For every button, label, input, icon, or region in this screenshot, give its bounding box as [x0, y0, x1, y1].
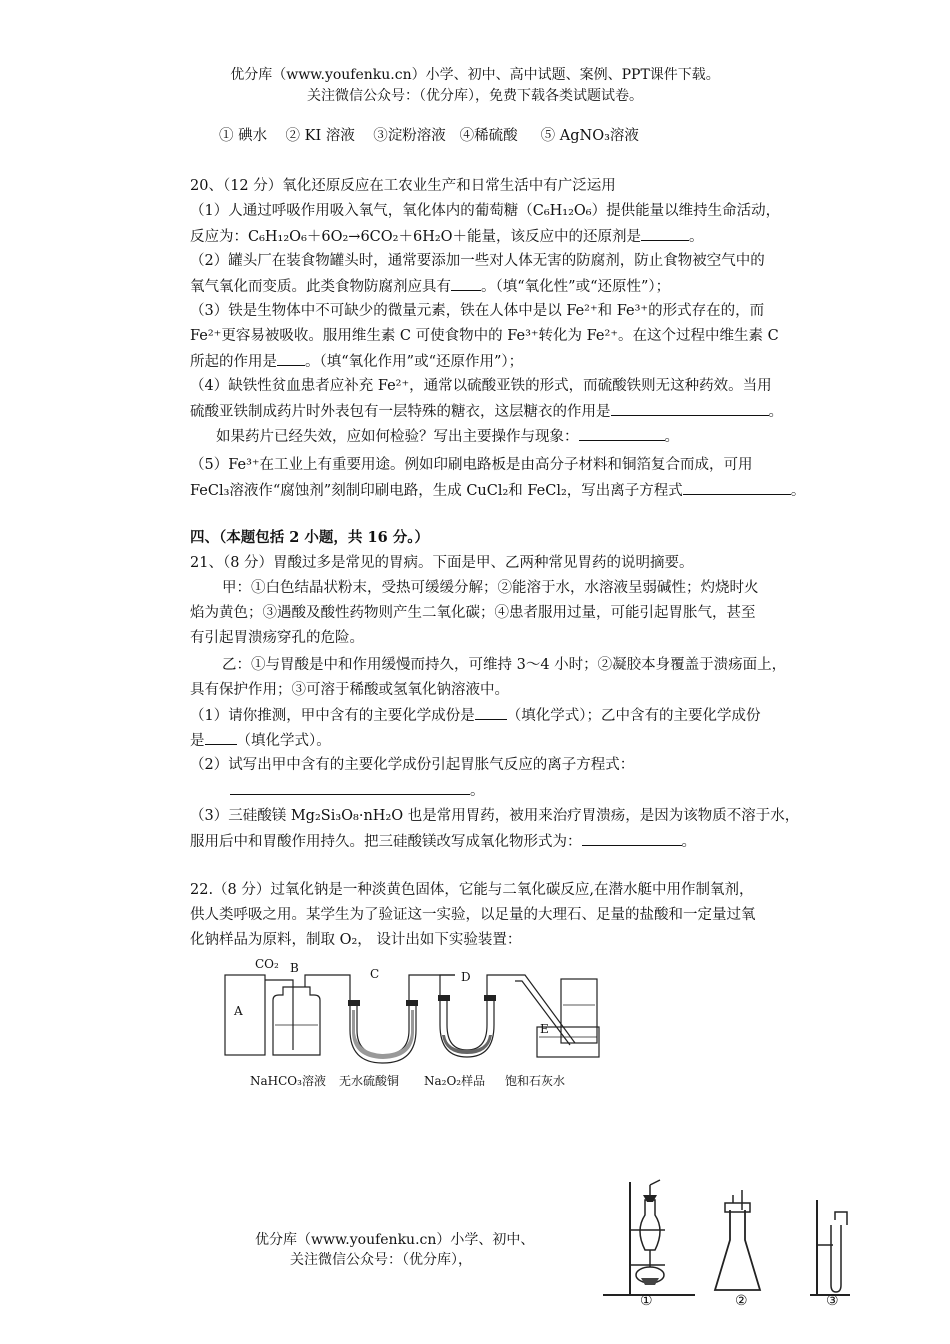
q20-p3-c — [190, 351, 523, 372]
q21-answer-blank-2[interactable] — [205, 730, 237, 745]
q21-p3-a: （3）三硅酸镁 Mg₂Si₃O₈·nH₂O 也是常用胃药，被用来治疗胃溃疡，是因为该物质不溶于水， — [190, 808, 800, 824]
header-line-2: 关注微信公众号：（优分库），免费下载各类试题试卷。 — [307, 88, 643, 104]
figure-label-3: ③ — [826, 1293, 839, 1309]
label-b: B — [290, 961, 299, 975]
option-5: ⑤ AgNO₃溶液 — [540, 128, 639, 144]
q21-p1-c-text: 是 — [190, 733, 205, 749]
q21-answer-blank-3[interactable] — [230, 780, 470, 795]
period: 。 — [470, 783, 485, 799]
q20-p2-c-text: 。（填“氧化性”或“还原性”）； — [481, 279, 671, 295]
footer-line-2: 关注微信公众号：（优分库）， — [290, 1252, 472, 1268]
label-e: E — [540, 1022, 549, 1036]
co2-inlet-tube — [265, 980, 293, 1050]
gas-collecting-bottle — [561, 979, 597, 1043]
q21-yi-a: 乙：①与胃酸是中和作用缓慢而持久，可维持 3～4 小时；②凝胶本身覆盖于溃疡面上， — [222, 657, 787, 673]
q20-p3-c-text: 所起的作用是 — [190, 354, 277, 370]
option-4: ④稀硫酸 — [459, 128, 518, 144]
q20-answer-blank-6[interactable] — [683, 480, 791, 495]
q20-p4-c-text: 如果药片已经失效，应如何检验？写出主要操作与现象： — [216, 429, 579, 445]
q22-line-1: 22.（8 分）过氧化钠是一种淡黄色固体，它能与二氧化碳反应,在潜水艇中用作制氧剂， — [190, 882, 754, 898]
q21-title: 21、（8 分）胃酸过多是常见的胃病。下面是甲、乙两种常见胃药的说明摘要。 — [190, 555, 694, 571]
q21-yi-b: 具有保护作用；③可溶于稀酸或氢氧化钠溶液中。 — [190, 682, 509, 698]
caption-nahco3: NaHCO₃溶液 — [250, 1074, 326, 1088]
period: 。 — [689, 229, 704, 245]
q20-p5-b — [190, 480, 805, 501]
q21-jia-a: 甲：①白色结晶状粉末，受热可缓缓分解；②能溶于水，水溶液呈弱碱性；灼烧时火 — [222, 580, 759, 596]
figure-label-1: ① — [640, 1293, 653, 1309]
q21-p2: （2）试写出甲中含有的主要化学成份引起胃胀气反应的离子方程式： — [190, 757, 635, 773]
q21-p1-d-text: （填化学式）。 — [236, 733, 331, 749]
q21-jia-b: 焰为黄色；③遇酸及酸性药物则产生二氧化碳；④患者服用过量，可能引起胃胀气，甚至 — [190, 605, 756, 621]
options-line — [219, 126, 639, 146]
q20-answer-blank-1[interactable] — [641, 226, 689, 241]
q20-p1-a: （1）人通过呼吸作用吸入氧气，氧化体内的葡萄糖（C₆H₁₂O₆）提供能量以维持生命活动， — [190, 203, 781, 219]
figure-label-2: ② — [735, 1293, 748, 1309]
q20-p4-a: （4）缺铁性贫血患者应补充 Fe²⁺，通常以硫酸亚铁的形式，而硫酸铁则无这种药效。当用 — [190, 378, 772, 394]
q20-p2-a: （2）罐头厂在装食物罐头时，通常要添加一些对人体无害的防腐剂，防止食物被空气中的 — [190, 253, 765, 269]
q20-p4-c — [216, 426, 679, 447]
label-co2: CO₂ — [255, 957, 279, 971]
q21-p1-b-text: （填化学式）；乙中含有的主要化学成份 — [506, 708, 761, 724]
q21-p3-b-text: 服用后中和胃酸作用持久。把三硅酸镁改写成氧化物形式为： — [190, 834, 582, 850]
option-3: ③淀粉溶液 — [373, 128, 446, 144]
caption-limewater: 饱和石灰水 — [505, 1074, 566, 1088]
q20-p3-d-text: 。（填“氧化作用”或“还原作用”）； — [305, 354, 524, 370]
q21-p1-a — [190, 705, 760, 726]
q20-p2-b-text: 氧气氧化而变质。此类食物防腐剂应具有 — [190, 279, 451, 295]
q21-p1-c — [190, 730, 331, 751]
wash-bottle-b — [273, 987, 320, 1055]
bottom-apparatus-figures — [595, 1170, 865, 1320]
q21-p2-blank-line — [230, 780, 485, 801]
q20-p5-b-text: FeCl₃溶液作“腐蚀剂”刻制印刷电路，生成 CuCl₂和 FeCl₂，写出离子方程式 — [190, 483, 683, 499]
caption-na2o2: Na₂O₂样品 — [424, 1074, 486, 1088]
period: 。 — [681, 834, 696, 850]
label-d: D — [461, 970, 471, 984]
q21-answer-blank-4[interactable] — [582, 831, 682, 846]
q20-p4-b-text: 硫酸亚铁制成药片时外表包有一层特殊的糖衣，这层糖衣的作用是 — [190, 404, 611, 420]
label-a: A — [234, 1004, 243, 1018]
apparatus-diagram — [215, 955, 615, 1075]
q21-answer-blank-1[interactable] — [475, 705, 507, 720]
q20-p1-b — [190, 226, 704, 247]
section-4-heading: 四、（本题包括 2 小题，共 16 分。） — [190, 529, 429, 546]
q20-p4-b — [190, 401, 783, 422]
q20-p5-a: （5）Fe³⁺在工业上有重要用途。例如印刷电路板是由高分子材料和铜箔复合而成，可用 — [190, 457, 753, 473]
label-c: C — [370, 967, 380, 981]
q20-answer-blank-5[interactable] — [579, 426, 665, 441]
footer-line-1: 优分库（www.youfenku.cn）小学、初中、 — [255, 1232, 535, 1248]
q21-p3-b — [190, 831, 696, 852]
q20-p3-b: Fe²⁺更容易被吸收。服用维生素 C 可使食物中的 Fe³⁺转化为 Fe²⁺。在这个过程中维生素 C — [190, 328, 779, 344]
q20-p1-b-text: 反应为：C₆H₁₂O₆＋6O₂→6CO₂＋6H₂O＋能量，该反应中的还原剂是 — [190, 229, 642, 245]
q20-title: 20、（12 分）氧化还原反应在工农业生产和日常生活中有广泛运用 — [190, 178, 616, 194]
q20-answer-blank-2[interactable] — [451, 276, 481, 291]
header-line-1: 优分库（www.youfenku.cn）小学、初中、高中试题、案例、PPT课件下载。 — [230, 67, 720, 83]
q22-line-3: 化钠样品为原料，制取 O₂， 设计出如下实验装置： — [190, 932, 522, 948]
period: 。 — [664, 429, 679, 445]
period: 。 — [790, 483, 806, 499]
q21-jia-c: 有引起胃溃疡穿孔的危险。 — [190, 630, 364, 646]
q22-line-2: 供人类呼吸之用。某学生为了验证这一实验，以足量的大理石、足量的盐酸和一定量过氧 — [190, 907, 756, 923]
generator-box-a — [225, 975, 265, 1055]
caption-cuso4: 无水硫酸铜 — [339, 1074, 400, 1088]
q20-answer-blank-4[interactable] — [611, 401, 769, 416]
period: 。 — [768, 404, 783, 420]
u-tube-d — [440, 975, 515, 1057]
q20-p2-b — [190, 276, 670, 297]
q20-p3-a: （3）铁是生物体中不可缺少的微量元素，铁在人体中是以 Fe²⁺和 Fe³⁺的形式存在的，而 — [190, 303, 765, 319]
option-1: ① 碘水 — [219, 128, 268, 144]
q20-answer-blank-3[interactable] — [277, 351, 305, 366]
q21-p1-a-text: （1）请你推测，甲中含有的主要化学成份是 — [190, 708, 475, 724]
option-2: ② KI 溶液 — [285, 128, 355, 144]
